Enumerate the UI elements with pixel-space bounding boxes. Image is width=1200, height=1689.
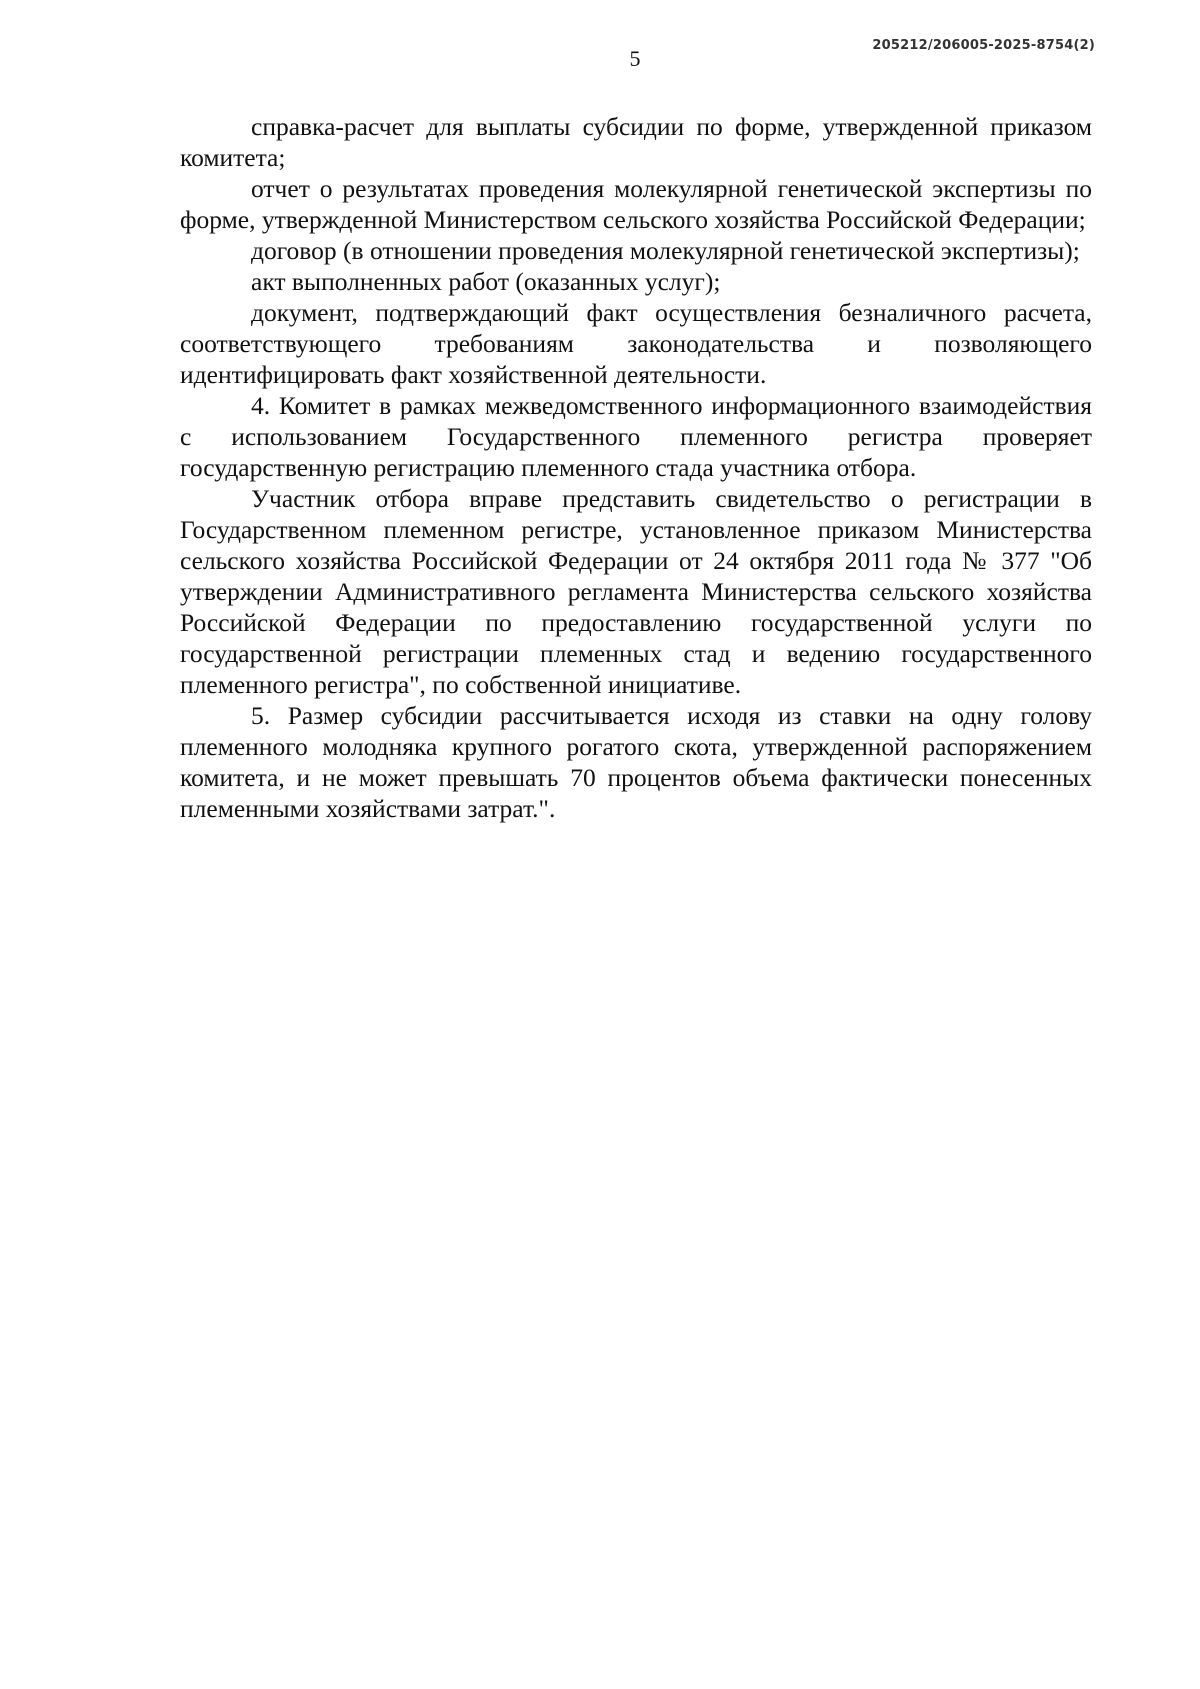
paragraph-contract: договор (в отношении проведения молекулярной генетической экспертизы);	[251, 236, 1080, 265]
paragraph-item-5: 5. Размер субсидии рассчитывается исходя из ставки на одну голову племенного молодняка крупного рогатого скота, утвержденной распоряжением комитета, и не может превышать 70 процентов объема фактически понесенных племенными хозяйствами затрат.".	[180, 701, 1092, 823]
paragraph-payment-document: документ, подтверждающий факт осуществления безналичного расчета, соответствующего требованиям законодательства и позволяющего идентифицировать факт хозяйственной деятельности.	[180, 298, 1092, 389]
paragraph-calculation-certificate: справка-расчет для выплаты субсидии по форме, утвержденной приказом комитета;	[180, 112, 1092, 172]
paragraph-participant-right: Участник отбора вправе представить свидетельство о регистрации в Государственном племенном регистре, установленное приказом Министерства сельского хозяйства Российской Федерации от 24 октября 2011 года № 377 "Об утверждении Административного регламента Министерства сельского хозяйства Российской Федерации по предоставлению государственной услуги по государственной регистрации племенных стад и ведению государственного племенного регистра", по собственной инициативе.	[180, 484, 1092, 699]
document-id: 205212/206005-2025-8754(2)	[872, 38, 1095, 53]
page-number: 5	[629, 46, 641, 71]
paragraph-item-4: 4. Комитет в рамках межведомственного информационного взаимодействия с использованием Государственного племенного регистра проверяет государственную регистрацию племенного стада участника отбора.	[180, 391, 1092, 482]
paragraph-expertise-report: отчет о результатах проведения молекулярной генетической экспертизы по форме, утвержденной Министерством сельского хозяйства Российской Федерации;	[180, 174, 1092, 234]
paragraph-act-of-works: акт выполненных работ (оказанных услуг);	[251, 267, 721, 296]
document-body	[180, 111, 1092, 824]
